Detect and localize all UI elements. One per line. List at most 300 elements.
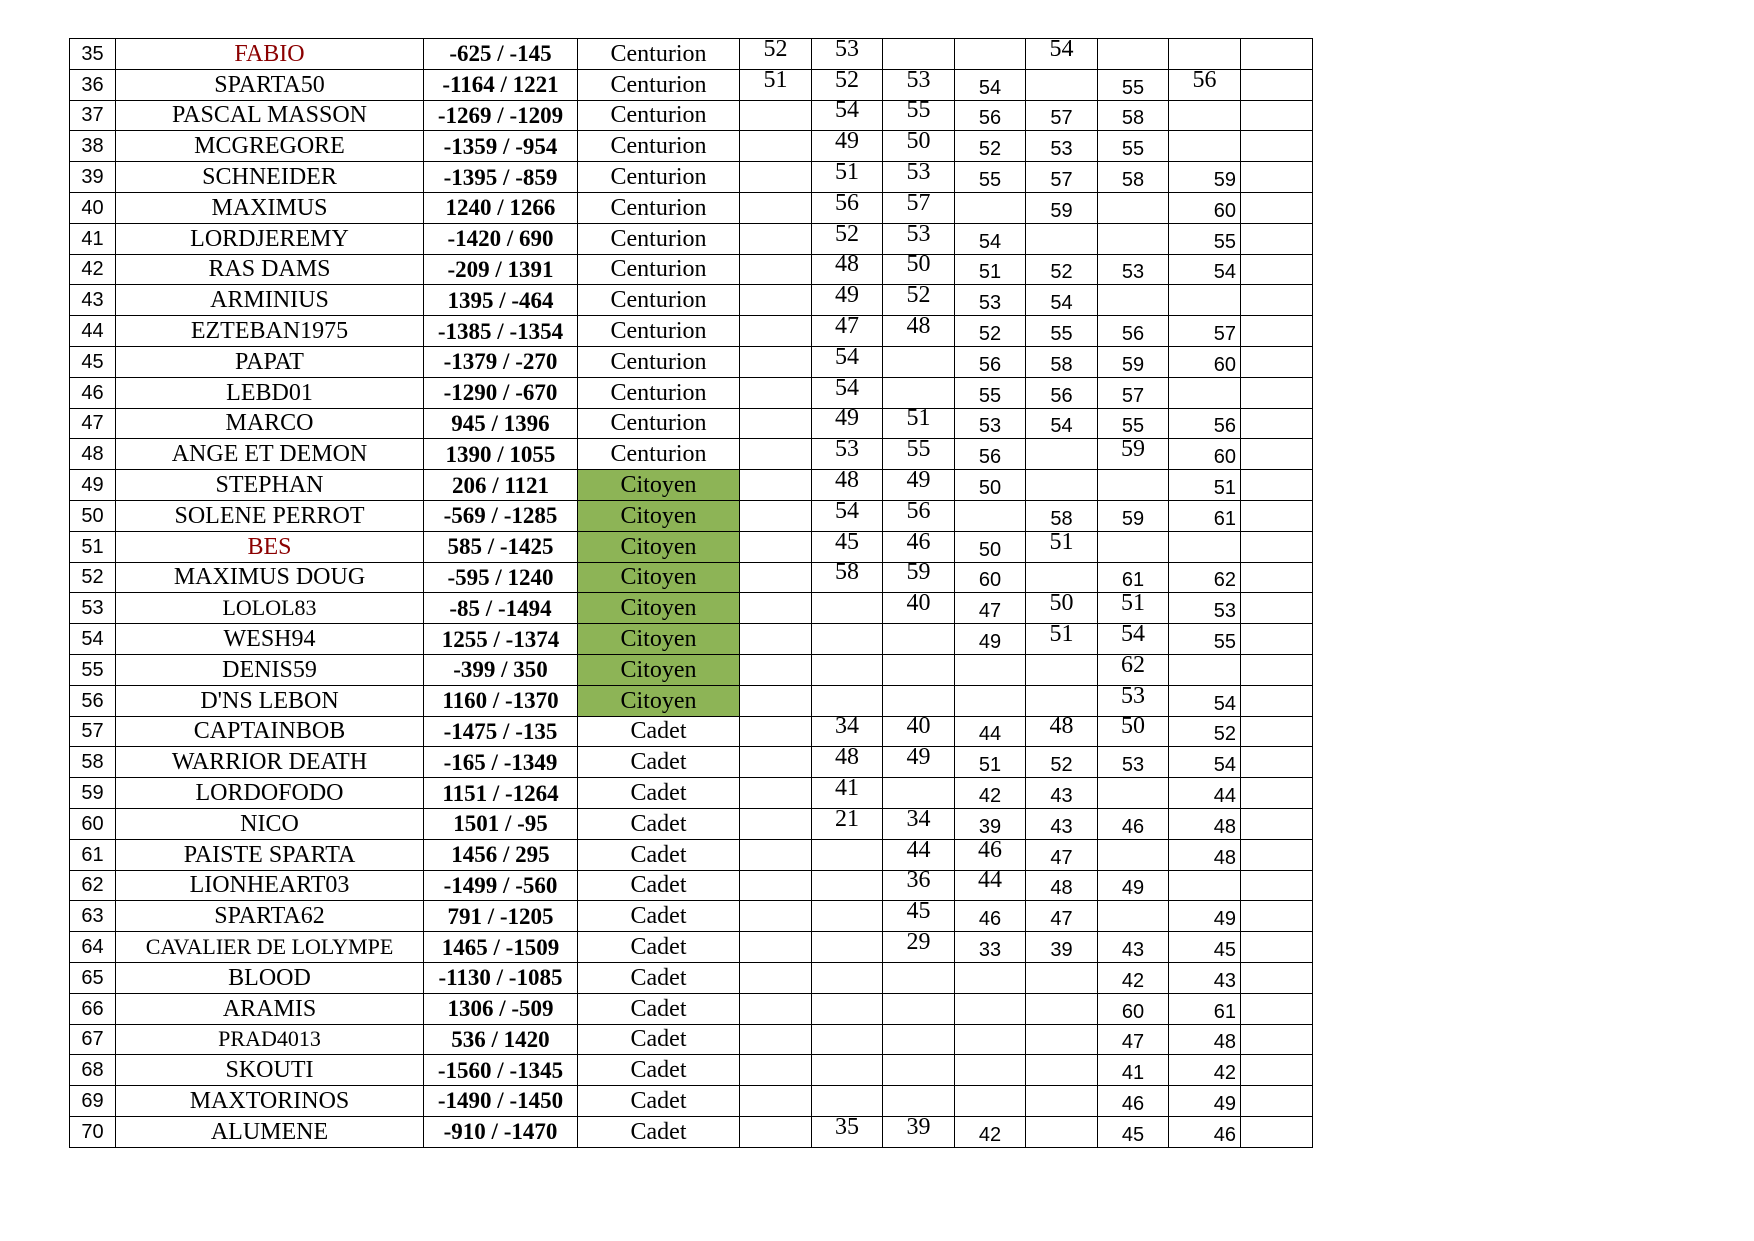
value-text: 47	[1050, 908, 1073, 931]
player-name-cell: RAS DAMS	[116, 254, 424, 285]
value-text: 54	[1050, 292, 1073, 315]
value-text: 55	[1213, 631, 1236, 654]
value-cell	[955, 100, 1026, 131]
value-cell	[883, 1086, 955, 1117]
player-name-cell: LOLOL83	[116, 593, 424, 624]
value-text: 49	[1121, 877, 1145, 900]
value-cell	[740, 285, 812, 316]
player-name-cell: MARCO	[116, 408, 424, 439]
value-cell	[1098, 901, 1169, 932]
value-text: 48	[906, 315, 931, 340]
player-name-cell: CAPTAINBOB	[116, 716, 424, 747]
value-cell	[1169, 531, 1241, 562]
table-row	[70, 593, 1385, 624]
rank-cell: Cadet	[578, 962, 740, 993]
value-cell	[955, 624, 1026, 655]
value-cell	[1241, 1055, 1313, 1086]
value-cell	[955, 870, 1026, 901]
value-cell	[1098, 316, 1169, 347]
player-name-cell: SPARTA50	[116, 69, 424, 100]
coordinates-cell: -209 / 1391	[424, 254, 578, 285]
value-cell	[955, 39, 1026, 70]
player-name-cell: WESH94	[116, 624, 424, 655]
value-cell	[1241, 192, 1313, 223]
value-cell	[740, 932, 812, 963]
value-cell	[1169, 1055, 1241, 1086]
value-cell	[812, 69, 883, 100]
table-row	[70, 932, 1385, 963]
value-cell	[812, 408, 883, 439]
value-cell	[1026, 377, 1098, 408]
value-text: 33	[978, 939, 1002, 961]
row-number-cell: 66	[70, 993, 116, 1024]
value-text: 48	[835, 254, 859, 278]
value-cell	[740, 1055, 812, 1086]
value-text: 50	[906, 254, 931, 278]
rank-cell: Centurion	[578, 162, 740, 193]
coordinates-cell: -1164 / 1221	[424, 69, 578, 100]
value-text: 54	[835, 100, 859, 124]
value-text: 58	[1050, 507, 1073, 530]
value-cell	[955, 1116, 1026, 1147]
value-cell	[883, 254, 955, 285]
rank-cell: Citoyen	[578, 562, 740, 593]
value-cell	[1098, 593, 1169, 624]
value-cell	[883, 1055, 955, 1086]
value-cell	[1169, 839, 1241, 870]
table-row	[70, 316, 1385, 347]
row-number-cell: 38	[70, 131, 116, 162]
value-text: 50	[1121, 716, 1145, 740]
value-cell	[955, 654, 1026, 685]
value-text: 51	[1121, 592, 1145, 617]
value-cell	[812, 1055, 883, 1086]
value-cell	[883, 747, 955, 778]
value-cell	[740, 470, 812, 501]
player-name-cell: NICO	[116, 808, 424, 839]
value-cell	[1026, 316, 1098, 347]
value-cell	[1098, 654, 1169, 685]
value-cell	[740, 439, 812, 470]
table-row	[70, 901, 1385, 932]
value-cell	[740, 223, 812, 254]
value-text: 55	[978, 169, 1002, 192]
value-text: 56	[978, 107, 1002, 130]
value-text: 45	[1213, 939, 1236, 961]
value-text: 43	[1213, 969, 1236, 992]
value-cell	[1098, 69, 1169, 100]
value-cell	[812, 1024, 883, 1055]
value-cell	[883, 685, 955, 716]
rank-cell: Centurion	[578, 377, 740, 408]
value-cell	[883, 531, 955, 562]
value-text: 60	[978, 569, 1002, 592]
value-cell	[1026, 932, 1098, 963]
coordinates-cell: -399 / 350	[424, 654, 578, 685]
player-name-cell: LIONHEART03	[116, 870, 424, 901]
value-text: 55	[1121, 415, 1145, 438]
value-text: 52	[906, 284, 931, 309]
value-cell	[1241, 1024, 1313, 1055]
value-cell	[1026, 69, 1098, 100]
value-cell	[1098, 470, 1169, 501]
table-row	[70, 962, 1385, 993]
value-cell	[1026, 870, 1098, 901]
coordinates-cell: 945 / 1396	[424, 408, 578, 439]
value-cell	[955, 531, 1026, 562]
player-name-cell: MAXTORINOS	[116, 1086, 424, 1117]
value-text: 51	[978, 261, 1002, 284]
value-text: 51	[978, 754, 1002, 777]
player-name-cell: ANGE ET DEMON	[116, 439, 424, 470]
value-cell	[1026, 470, 1098, 501]
value-text: 46	[1213, 1123, 1236, 1146]
coordinates-cell: 585 / -1425	[424, 531, 578, 562]
table-row	[70, 778, 1385, 809]
value-cell	[883, 131, 955, 162]
value-cell	[812, 500, 883, 531]
table-row	[70, 192, 1385, 223]
value-text: 61	[1213, 507, 1236, 530]
value-text: 54	[835, 346, 859, 370]
value-text: 59	[1121, 353, 1145, 376]
value-cell	[1241, 1116, 1313, 1147]
value-cell	[1026, 100, 1098, 131]
value-cell	[955, 562, 1026, 593]
rank-cell: Cadet	[578, 747, 740, 778]
row-number-cell: 50	[70, 500, 116, 531]
value-cell	[740, 254, 812, 285]
value-text: 56	[978, 353, 1002, 376]
coordinates-cell: 1255 / -1374	[424, 624, 578, 655]
rank-cell: Cadet	[578, 778, 740, 809]
coordinates-cell: -1379 / -270	[424, 346, 578, 377]
value-text: 48	[835, 469, 859, 494]
value-text: 57	[1050, 107, 1073, 130]
value-cell	[740, 39, 812, 70]
value-cell	[955, 1024, 1026, 1055]
table-row	[70, 470, 1385, 501]
value-cell	[740, 500, 812, 531]
value-text: 59	[1213, 169, 1236, 192]
row-number-cell: 57	[70, 716, 116, 747]
value-cell	[1098, 408, 1169, 439]
value-cell	[1241, 716, 1313, 747]
value-text: 57	[1213, 323, 1236, 346]
table-row	[70, 439, 1385, 470]
value-cell	[883, 100, 955, 131]
value-text: 51	[835, 161, 859, 186]
value-cell	[1098, 223, 1169, 254]
value-cell	[955, 162, 1026, 193]
value-text: 59	[1121, 438, 1145, 463]
value-text: 51	[1049, 623, 1074, 648]
coordinates-cell: -625 / -145	[424, 39, 578, 70]
table-row	[70, 408, 1385, 439]
rank-cell: Cadet	[578, 839, 740, 870]
value-cell	[955, 377, 1026, 408]
value-text: 60	[1121, 1000, 1145, 1023]
value-text: 56	[1050, 384, 1073, 407]
value-cell	[1098, 839, 1169, 870]
value-cell	[740, 1024, 812, 1055]
value-cell	[1241, 778, 1313, 809]
value-text: 46	[1121, 1092, 1145, 1115]
rank-cell: Centurion	[578, 131, 740, 162]
value-cell	[812, 131, 883, 162]
value-text: 45	[906, 900, 931, 925]
value-cell	[1241, 932, 1313, 963]
value-text: 42	[1121, 969, 1145, 992]
value-text: 39	[1050, 939, 1073, 961]
rank-cell: Cadet	[578, 870, 740, 901]
value-text: 45	[1121, 1123, 1145, 1146]
value-cell	[1241, 839, 1313, 870]
value-cell	[955, 593, 1026, 624]
value-cell	[812, 716, 883, 747]
value-cell	[1098, 162, 1169, 193]
value-text: 50	[906, 130, 931, 155]
value-cell	[1241, 316, 1313, 347]
value-cell	[1241, 439, 1313, 470]
value-cell	[1098, 562, 1169, 593]
value-text: 49	[978, 631, 1002, 654]
coordinates-cell: 1306 / -509	[424, 993, 578, 1024]
value-cell	[955, 932, 1026, 963]
value-text: 52	[978, 138, 1002, 161]
value-cell	[883, 316, 955, 347]
value-text: 52	[835, 69, 859, 93]
value-cell	[883, 1116, 955, 1147]
value-cell	[883, 993, 955, 1024]
value-text: 53	[835, 438, 859, 463]
value-cell	[1026, 346, 1098, 377]
value-text: 49	[1213, 908, 1236, 931]
value-text: 40	[906, 716, 931, 740]
value-cell	[812, 162, 883, 193]
value-text: 48	[1213, 846, 1236, 869]
rank-cell: Cadet	[578, 932, 740, 963]
value-cell	[812, 747, 883, 778]
value-text: 57	[1121, 384, 1145, 407]
value-cell	[1098, 131, 1169, 162]
player-name-cell: D'NS LEBON	[116, 685, 424, 716]
value-cell	[1026, 223, 1098, 254]
value-cell	[955, 685, 1026, 716]
rank-cell: Centurion	[578, 223, 740, 254]
rank-cell: Centurion	[578, 346, 740, 377]
value-text: 41	[1121, 1062, 1145, 1085]
coordinates-cell: -1290 / -670	[424, 377, 578, 408]
row-number-cell: 47	[70, 408, 116, 439]
value-cell	[740, 993, 812, 1024]
value-cell	[1169, 316, 1241, 347]
value-text: 46	[978, 908, 1002, 931]
value-cell	[1169, 932, 1241, 963]
value-cell	[740, 654, 812, 685]
value-text: 43	[1121, 939, 1145, 961]
value-cell	[740, 192, 812, 223]
value-cell	[1241, 531, 1313, 562]
value-cell	[1169, 685, 1241, 716]
value-cell	[1169, 131, 1241, 162]
value-cell	[883, 716, 955, 747]
value-text: 62	[1213, 569, 1236, 592]
value-cell	[812, 285, 883, 316]
value-cell	[740, 624, 812, 655]
value-cell	[812, 593, 883, 624]
table-row	[70, 39, 1385, 70]
row-number-cell: 62	[70, 870, 116, 901]
value-cell	[812, 346, 883, 377]
value-cell	[812, 685, 883, 716]
coordinates-cell: 1501 / -95	[424, 808, 578, 839]
value-text: 48	[835, 746, 859, 771]
value-cell	[1241, 285, 1313, 316]
value-cell	[1241, 624, 1313, 655]
value-cell	[1098, 285, 1169, 316]
value-cell	[955, 192, 1026, 223]
player-name-cell: FABIO	[116, 39, 424, 70]
coordinates-cell: 1390 / 1055	[424, 439, 578, 470]
value-cell	[955, 69, 1026, 100]
value-cell	[883, 562, 955, 593]
value-text: 51	[906, 408, 931, 432]
value-cell	[1026, 500, 1098, 531]
rank-cell: Cadet	[578, 1086, 740, 1117]
value-cell	[812, 254, 883, 285]
value-cell	[740, 778, 812, 809]
value-text: 55	[1121, 138, 1145, 161]
value-cell	[955, 1086, 1026, 1117]
value-cell	[1169, 100, 1241, 131]
value-cell	[955, 470, 1026, 501]
value-cell	[1241, 593, 1313, 624]
value-cell	[1026, 1116, 1098, 1147]
value-text: 54	[1121, 623, 1145, 648]
player-name-cell: SKOUTI	[116, 1055, 424, 1086]
value-cell	[1098, 1024, 1169, 1055]
value-text: 44	[1213, 785, 1236, 808]
value-cell	[955, 1055, 1026, 1086]
value-text: 49	[1213, 1092, 1236, 1115]
player-name-cell: ALUMENE	[116, 1116, 424, 1147]
value-cell	[883, 901, 955, 932]
value-cell	[1026, 593, 1098, 624]
value-text: 47	[978, 600, 1002, 623]
value-cell	[812, 1116, 883, 1147]
value-text: 54	[1050, 415, 1073, 438]
coordinates-cell: -1269 / -1209	[424, 100, 578, 131]
value-cell	[883, 654, 955, 685]
player-name-cell: STEPHAN	[116, 470, 424, 501]
value-cell	[740, 131, 812, 162]
rank-cell: Centurion	[578, 285, 740, 316]
value-cell	[1026, 747, 1098, 778]
value-cell	[740, 870, 812, 901]
value-cell	[1241, 131, 1313, 162]
row-number-cell: 41	[70, 223, 116, 254]
table-row	[70, 69, 1385, 100]
coordinates-cell: 536 / 1420	[424, 1024, 578, 1055]
value-cell	[955, 716, 1026, 747]
value-cell	[955, 962, 1026, 993]
rank-cell: Citoyen	[578, 593, 740, 624]
row-number-cell: 65	[70, 962, 116, 993]
value-cell	[955, 254, 1026, 285]
value-cell	[740, 1116, 812, 1147]
value-text: 62	[1121, 654, 1145, 678]
value-text: 52	[978, 323, 1002, 346]
value-cell	[740, 747, 812, 778]
coordinates-cell: -910 / -1470	[424, 1116, 578, 1147]
value-cell	[955, 346, 1026, 377]
value-cell	[955, 500, 1026, 531]
value-cell	[1098, 993, 1169, 1024]
value-cell	[883, 624, 955, 655]
value-cell	[1241, 962, 1313, 993]
value-cell	[1169, 377, 1241, 408]
value-cell	[883, 500, 955, 531]
value-cell	[883, 593, 955, 624]
row-number-cell: 54	[70, 624, 116, 655]
value-cell	[955, 839, 1026, 870]
value-text: 57	[906, 192, 931, 216]
value-cell	[883, 470, 955, 501]
table-row	[70, 1055, 1385, 1086]
value-cell	[1169, 1086, 1241, 1117]
value-text: 50	[1049, 592, 1074, 617]
value-text: 53	[1050, 138, 1073, 161]
value-cell	[812, 223, 883, 254]
value-text: 42	[1213, 1062, 1236, 1085]
value-text: 55	[1121, 76, 1145, 99]
value-cell	[812, 100, 883, 131]
player-name-cell: MAXIMUS DOUG	[116, 562, 424, 593]
value-cell	[1098, 932, 1169, 963]
value-cell	[740, 100, 812, 131]
table-row	[70, 131, 1385, 162]
value-cell	[740, 316, 812, 347]
value-text: 53	[1213, 600, 1236, 623]
rank-cell: Citoyen	[578, 470, 740, 501]
value-cell	[1026, 1055, 1098, 1086]
row-number-cell: 61	[70, 839, 116, 870]
value-text: 29	[906, 931, 931, 955]
value-cell	[740, 346, 812, 377]
value-text: 61	[1121, 569, 1145, 592]
row-number-cell: 46	[70, 377, 116, 408]
value-cell	[883, 439, 955, 470]
coordinates-cell: -1475 / -135	[424, 716, 578, 747]
value-text: 21	[835, 808, 859, 832]
value-cell	[883, 778, 955, 809]
table-row	[70, 839, 1385, 870]
value-cell	[955, 808, 1026, 839]
value-cell	[1098, 685, 1169, 716]
value-cell	[1098, 716, 1169, 747]
coordinates-cell: -1395 / -859	[424, 162, 578, 193]
row-number-cell: 49	[70, 470, 116, 501]
value-cell	[1026, 685, 1098, 716]
value-cell	[740, 408, 812, 439]
rank-cell: Cadet	[578, 1024, 740, 1055]
value-text: 46	[1121, 815, 1145, 838]
value-text: 35	[835, 1116, 859, 1140]
value-text: 53	[835, 38, 859, 62]
value-text: 56	[1121, 323, 1145, 346]
player-name-cell: PAPAT	[116, 346, 424, 377]
